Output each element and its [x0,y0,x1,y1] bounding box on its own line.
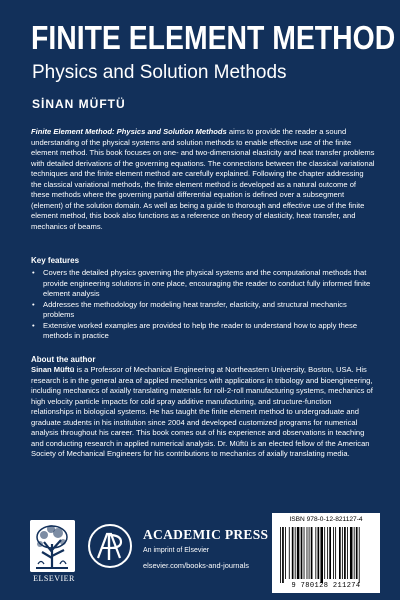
key-features-heading: Key features [31,256,80,265]
barcode-bar [324,527,325,579]
academic-press-logo-icon [88,524,132,568]
barcode-bar [315,527,316,579]
barcode-bar [297,527,300,579]
about-author-paragraph [31,365,375,460]
elsevier-tree-logo-icon [30,520,75,572]
description-body: aims to provide the reader a sound understanding of the physical systems and solution methods to enable effective use of the finite element method. This book focuses on one- and two-dimensional elasticity and heat transfer problems with detailed derivations of the governing equations. The connections between the classical variational techniques and the finite element method are carefully explained. Following the chapter addressing the classical variational methods, the finite element method is developed as a natural outcome of these methods where the governing partial differential equation is defined over a subsegment (element) of the solution domain. As well as being a guide to thorough and effective use of the finite element method, this book also functions as a reference on theory of elasticity, heat transfer, and mechanics of beams. [31,127,375,231]
barcode-bar [282,527,284,583]
book-subtitle: Physics and Solution Methods [32,62,287,83]
barcode-bar [304,527,305,579]
list-item: • Covers the detailed physics governing the physical systems and the computational methods that provide engineering solutions in one place, encouraging the reader to conduct fully informed finite element analysis [31,268,375,300]
publisher-imprint: An imprint of Elsevier [143,547,210,554]
barcode-bar [327,527,328,579]
barcode-digits: 9 780128 211274 [291,582,361,590]
author-name: SİNAN MÜFTÜ [32,97,126,111]
about-author-heading: About the author [31,355,96,364]
barcode-bar [309,527,310,579]
about-author-name: Sinan Müftü [31,365,75,374]
barcode-bar [285,527,286,579]
about-author-body: is a Professor of Mechanical Engineering at Northeastern University, Boston, USA. His research is in the general area of applied mechanics with applications in tribology and bioengineering, including mechanics of axially translating materials for roll-2-roll manufacturing systems, mechanics of high velocity particle impacts for cold spray additive manufacturing, and structure-function relationships in biological systems. He has taught the finite element method to undergraduate and graduate students in his institution since 2004 and developed customized programs for numerical analysis throughout his career. This book comes out of his experience and observations in teaching and conducting research in applied numerical analysis. Dr. Müftü is an elected fellow of the American Society of Mechanical Engineers for his contributions to mechanics of axially translating media. [31,365,373,458]
key-features-list [31,268,375,342]
barcode-bar [354,527,355,579]
barcode-bar [347,527,348,579]
barcode-bar [359,527,360,583]
barcode-bar [307,527,308,579]
barcode-bar [301,527,303,579]
description-paragraph [31,127,375,232]
isbn-label: ISBN 978-0-12-821127-4 [289,516,363,523]
barcode-bar [280,527,281,583]
barcode-bar [339,527,341,579]
barcode-graphic [278,527,374,583]
description-lead: Finite Element Method: Physics and Solution Methods [31,127,227,136]
barcode-bar [295,527,296,579]
barcode-bar [292,527,294,579]
publisher-name: ACADEMIC PRESS [143,527,269,542]
barcode-bar [356,527,358,579]
barcode-bar [344,527,346,579]
publisher-url: elsevier.com/books-and-journals [143,561,249,570]
barcode-bar [329,527,331,579]
barcode-bar [289,527,290,579]
list-item: • Addresses the methodology for modeling heat transfer, elasticity, and structural mechanics problems [31,300,375,321]
isbn-barcode-box [272,513,380,593]
barcode-bar [333,527,334,579]
barcode-bar [350,527,353,579]
barcode-bar [320,527,323,583]
barcode-bar [311,527,313,579]
barcode-bar [335,527,336,579]
book-title: FINITE ELEMENT METHOD [31,19,396,56]
list-item: • Extensive worked examples are provided to help the reader to understand how to apply these methods in practice [31,321,375,342]
barcode-bar [318,527,320,579]
barcode-bar [342,527,343,579]
elsevier-wordmark: ELSEVIER [33,574,75,583]
